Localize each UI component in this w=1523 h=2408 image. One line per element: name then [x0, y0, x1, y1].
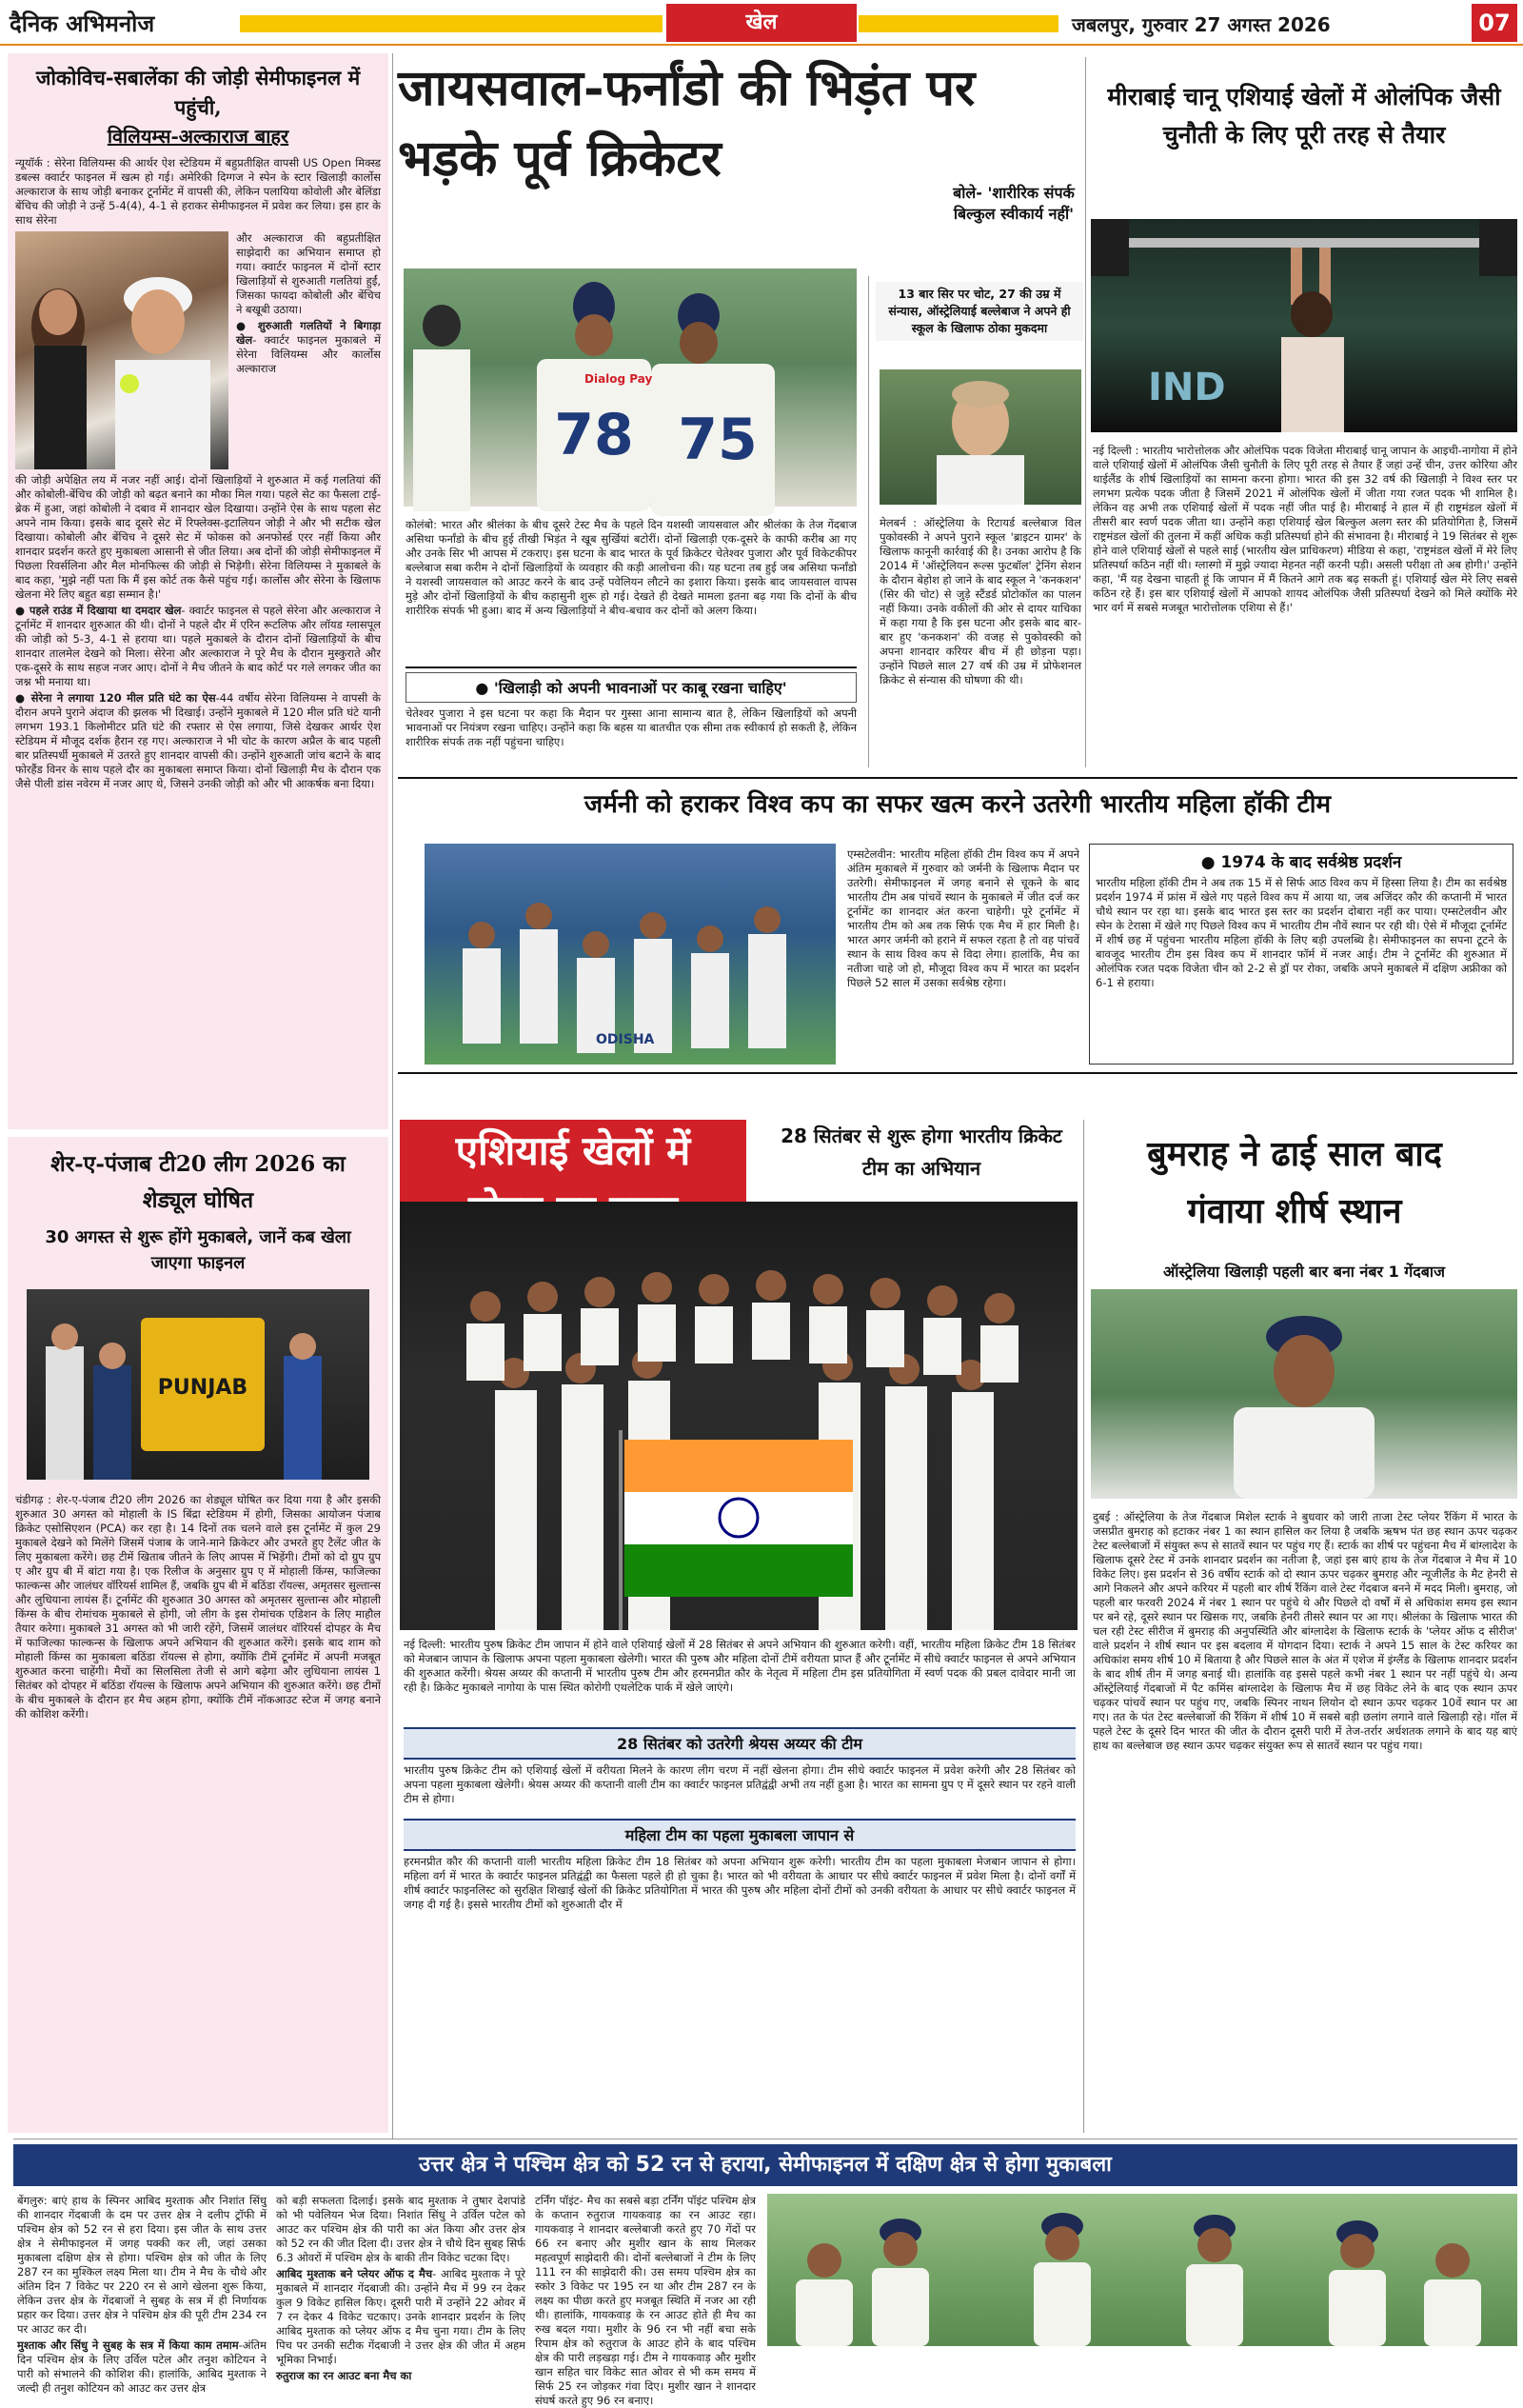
duleep-col2-bullet-text: - आबिद मुश्ताक ने पूरे मुकाबले में शानदार गेंदबाजी की। उन्होंने मैच में 99 रन देकर कुल 9 विकेट हासिल किए। दूसरी पारी में उन्होंने 22 ओवर में 7 रन देकर 4 विकेट चटकाए। उनके शानदार प्रदर्शन के लिए आबिद मुश्ताक को प्लेयर ऑफ द मैच चुना गया। टीम के लिए पिच पर उनकी सटीक गेंदबाजी ने उत्तर क्षेत्र की जीत में अहम भूमिका निभाई।	[276, 2267, 525, 2366]
asian-subhead: 28 सितंबर से शुरू होगा भारतीय क्रिकेट टीम का अभियान	[781, 1124, 1062, 1180]
jaiswal-body: कोलंबो: भारत और श्रीलंका के बीच दूसरे टेस्ट मैच के पहले दिन यशस्वी जायसवाल और श्रीलंका के तेज गेंदबाज असिथा फर्नांडो के बीच हुई तीखी भिड़ंत ने खूब सुर्खियां बटोरीं। दोनों खिलाड़ी एक-दूसरे के काफी करीब आ गए और उनके सिर भी आपस में टकराए। इस घटना के बाद भारत के पूर्व क्रिकेटर चेतेश्वर पुजारा और पूर्व विकेटकीपर बल्लेबाज सबा करीम ने दोनों खिलाड़ियों के व्यवहार की कड़ी आलोचना की। यह घटना तब हुई जब असिथा फर्नांडो ने यशस्वी जायसवाल को आउट करने के बाद उन्हें पवेलियन लौटने का इशारा किया। इसके बाद जायसवाल वापस मुड़े और दोनों खिलाड़ियों के बीच कहासुनी शुरू हो गई। देखते ही देखते मामला इतना बढ़ गया कि दोनों के बीच शारीरिक संपर्क भी हुआ। बाद में अन्य खिलाड़ियों ने बीच-बचाव कर दोनों को अलग किया।	[405, 518, 857, 617]
batsman-head-illustration	[880, 369, 1081, 505]
bowler-illustration	[1091, 1289, 1517, 1499]
pukovski-body: मेलबर्न : ऑस्ट्रेलिया के रिटायर्ड बल्लेबाज विल पुकोवस्की ने अपने पुराने स्कूल 'ब्राइटन ग्रामर' के खिलाफ कानूनी कार्रवाई की है। उनका आरोप है कि 2014 में 'ऑस्ट्रेलियन रूल्स फुटबॉल' ट्रेनिंग सेशन के दौरान बेहोश हो जाने के बाद स्कूल ने 'कनकशन' (सिर की चोट) से जुड़े स्टैंडर्ड प्रोटोकॉल का पालन नहीं किया। उनके वकीलों की ओर से दायर याचिका में कहा गया है कि इस घटना और इसके बाद बार-बार हुए 'कनकशन' की वजह से पुकोवस्की को अपना शानदार करियर बीच में ही छोड़ना पड़ा। उन्होंने पिछले साल 27 वर्ष की उम्र में प्रोफेशनल क्रिकेट से संन्यास की घोषणा की थी।	[880, 516, 1081, 687]
duleep-col2-text: को बड़ी सफलता दिलाई। इसके बाद मुश्ताक ने तुषार देशपांडे को भी पवेलियन भेज दिया। निशांत सिंधु ने उर्विल पटेल को आउट कर पश्चिम क्षेत्र की पारी का अंत किया और उत्तर क्षेत्र को 52 रन की जीत दिला दी। उत्तर क्षेत्र ने चौथे दिन सुबह सिर्फ 6.3 ओवरों में पश्चिम क्षेत्र के बाकी तीन विकेट चटका दिए।	[276, 2194, 525, 2264]
team-with-flag-illustration	[400, 1202, 1078, 1630]
duleep-col1-bullet: मुश्ताक और सिंधु ने सुबह के सत्र में किया काम तमाम	[17, 2338, 239, 2352]
hockey-headline: जर्मनी को हराकर विश्व कप का सफर खत्म करने उतरेगी भारतीय महिला हॉकी टीम	[583, 790, 1332, 819]
asian-box2-heading: महिला टीम का पहला मुकाबला जापान से	[404, 1819, 1076, 1851]
djokovic-bullet2: ● पहले राउंड में दिखाया था दमदार खेल	[15, 604, 182, 617]
column-divider-left	[392, 53, 393, 2139]
svg-text:75: 75	[678, 407, 758, 473]
duleep-headline-bar	[13, 2144, 1517, 2186]
mirabai-photo	[1091, 219, 1517, 432]
hockey-team-photo	[425, 844, 836, 1065]
masthead	[0, 0, 1523, 46]
djokovic-subhead: विलियम्स-अल्काराज बाहर	[107, 125, 289, 148]
djokovic-bullet3: ● सेरेना ने लगाया 120 मील प्रति घंटे का ऐस	[15, 691, 216, 705]
north-zone-team-photo	[767, 2194, 1517, 2346]
pukovski-headline: 13 बार सिर पर चोट, 27 की उम्र में संन्यास, ऑस्ट्रेलियाई बल्लेबाज ने अपने ही स्कूल के खिलाफ ठोका मुकदमा	[876, 282, 1083, 341]
djokovic-bullet2-text: - क्वार्टर फाइनल से पहले सेरेना और अल्काराज ने टूर्नामेंट में शानदार शुरुआत की थी। दोनों ने पहले दौर में एरिन रूटलिफ और लॉयड ग्लासपूल की जोड़ी को 5-3, 4-1 से हराया था। पहले मुकाबले के दौरान दोनों खिलाड़ियों के बीच शानदार तालमेल देखने को मिला। सेरेना और अल्काराज ने पूरे मैच के दौरान मुस्कुराते और एक-दूसरे के साथ सहज नजर आए। दोनों ने मैच जीतने के बाद कोर्ट पर गले लगकर जीत का जश्न भी मनाया था।	[15, 604, 381, 688]
column-divider-lower	[1083, 1120, 1084, 2133]
tennis-players-illustration	[15, 231, 228, 469]
dateline: जबलपुर, गुरुवार 27 अगस्त 2026	[1072, 13, 1331, 36]
asian-box2-text: हरमनप्रीत कौर की कप्तानी वाली भारतीय महिला क्रिकेट टीम 18 सितंबर को अपना अभियान शुरू करेगी। भारतीय टीम का पहला मुकाबला मेजबान जापान से होगा। महिला वर्ग में भारत के क्वार्टर फाइनल प्रतिद्वंद्वी का फैसला पहले ही हो चुका है। भारत को भी वरीयता के आधार पर सीधे क्वार्टर फाइनल में प्रवेश मिला है। दोनों वर्गों में शीर्ष क्वार्टर फाइनलिस्ट को सुरक्षित शिखाई खेलों की क्रिकेट प्रतियोगिता में भारत की पुरुष और महिला दोनों टीमों को उनकी वरीयता के आधार पर सीधे क्वार्टर फाइनल में जगह दी गई है। इससे भारतीय टीमों को शुरुआती दौर में	[404, 1855, 1076, 1911]
jaiswal-quote-box	[405, 667, 857, 758]
jaiswal-side-quote: बोले- 'शारीरिक संपर्क बिल्कुल स्वीकार्य नहीं'	[953, 184, 1075, 223]
svg-text:78: 78	[554, 402, 634, 468]
pukovski-photo	[880, 369, 1081, 505]
djokovic-bullet1: ● शुरुआती गलतियों ने बिगाड़ा खेल	[236, 319, 381, 347]
djokovic-article	[8, 53, 388, 1129]
asian-headline-line1: एशियाई खेलों में	[455, 1127, 691, 1174]
duleep-col2	[276, 2194, 525, 2383]
mirabai-body: नई दिल्ली : भारतीय भारोत्तोलक और ओलंपिक पदक विजेता मीराबाई चानू जापान के आइची-नागोया में होने वाले एशियाई खेलों में ओलंपिक जैसी चुनौती के लिए पूरी तरह से तैयार हैं जहां उन्हें चीन, उत्तर कोरिया और थाईलैंड के शीर्ष खिलाड़ियों का सामना करना होगा। भारत की इस 32 वर्ष की खिलाड़ी ने विश्व स्तर पर लगभग प्रत्येक पदक जीता है जिसमें 2021 में ओलंपिक खेलों में जीता गया रजत पदक भी शामिल है। लेकिन वह अभी तक एशियाई खेलों में पदक नहीं जीत पाई है। मीराबाई ने हाल में ही राष्ट्रमंडल खेलों में तीसरी बार स्वर्ण पदक जीता था। उन्होंने कहा एशियाई खेल बिल्कुल अलग स्तर की प्रतियोगिता है, जिसमें राष्ट्रमंडल खेलों की तुलना में कहीं अधिक कड़ी प्रतिस्पर्धा होने की संभावना है। मीराबाई ने 19 सितंबर से शुरू होने वाले एशियाई खेलों से पहले साई (भारतीय खेल प्राधिकरण) मीडिया से कहा, 'राष्ट्रमंडल खेलों में मेरे लिए प्रतिस्पर्धा कठिन नहीं थी। ग्लास्गो में मुझे ज्यादा मेहनत नहीं करनी पड़ी। असली परीक्षा तो अब होगी।' उन्होंने कहा, 'मैं यह देखना चाहती हूं कि जापान में मैं कितने आगे तक बढ़ सकती हूं। एशियाई खेल मेरे लिए सबसे कठिन रहे हैं। इस बार एशियाई खेलों में आपको शायद ओलंपिक जैसी प्रतिस्पर्धा देखने को मिले क्योंकि मेरे भार वर्ग में सबसे मजबूत भारोत्तोलक एशिया से हैं।'	[1093, 444, 1517, 614]
jaiswal-box-heading: ● 'खिलाड़ी को अपनी भावनाओं पर काबू रखना चाहिए'	[405, 672, 857, 703]
column-divider-right	[1085, 57, 1086, 767]
punjab-article	[8, 1137, 388, 2133]
duleep-col3-text: टर्निंग पॉइंट- मैच का सबसे बड़ा टर्निंग पॉइंट पश्चिम क्षेत्र के कप्तान रुतुराज गायकवाड़ का रन आउट रहा। गायकवाड़ ने शानदार बल्लेबाजी करते हुए 70 गेंदों पर 66 रन बनाए और मुशीर खान के साथ मिलकर महत्वपूर्ण साझेदारी की। दोनों बल्लेबाजों ने टीम के लिए 111 रन की साझेदारी की। उस समय पश्चिम क्षेत्र का स्कोर 3 विकेट पर 195 रन था और टीम 287 रन के लक्ष्य का पीछा करते हुए मजबूत स्थिति में नजर आ रही थी। हालांकि, गायकवाड़ के रन आउट होते ही मैच का रुख बदल गया। मुशीर के 96 रन भी नहीं बचा सके रिपाम क्षेत्र को रुतुराज के आउट होने के बाद पश्चिम क्षेत्र की पारी लड़खड़ा गई। टीम ने गायकवाड़ और मुशीर खान सहित चार विकेट सात ओवर से भी कम समय में सिर्फ 25 रन जोड़कर गंवा दिए। मुशीर खान ने शानदार संघर्ष करते हुए 96 रन बनाए।	[535, 2194, 756, 2407]
duleep-col2-bullet: आबिद मुश्ताक बने प्लेयर ऑफ द मैच	[276, 2267, 433, 2280]
hockey-sub-text: भारतीय महिला हॉकी टीम ने अब तक 15 में से सिर्फ आठ विश्व कप में हिस्सा लिया है। टीम का सर्वश्रेष्ठ प्रदर्शन 1974 में फ्रांस में खेले गए पहले विश्व कप में आया था, जब अजिंदर कौर की कप्तानी में भारत चौथे स्थान पर रहा था। इसके बाद भारत इस स्तर का प्रदर्शन दोबारा नहीं कर पाया। एम्सटेलवीन और स्पेन के टेरासा में खेले गए पिछले विश्व कप में भारतीय टीम नौवें स्थान पर रही थी। ऐसे में मौजूदा टूर्नामेंट में शीर्ष छह में पहुंचना भारतीय महिला हॉकी के लिए बड़ी उपलब्धि है। सेमीफाइनल का सपना टूटने के बावजूद भारतीय टीम इस विश्व कप में शानदार फॉर्म में नजर आई। टीम ने टूर्नामेंट की शुरुआत में ओलंपिक रजत पदक विजेता चीन को 2-2 से ड्रॉ पर रोका, जबकि अपने मुकाबले में दक्षिण अफ्रीका को 6-1 से हराया।	[1096, 876, 1507, 989]
hockey-sub-box	[1089, 844, 1513, 1065]
mirabai-headline: मीराबाई चानू एशियाई खेलों में ओलंपिक जैसी चुनौती के लिए पूरी तरह से तैयार	[1107, 83, 1501, 149]
djokovic-bullet3-text: -44 वर्षीय सेरेना विलियम्स ने वापसी के दौरान अपने पुराने अंदाज की झलक भी दिखाई। उन्होंने मुकाबले में 120 मील प्रति घंटे यानी लगभग 193.1 किलोमीटर प्रति घंटे की रफ्तार से ऐस लगाया, जिसे देखकर आर्थर ऐश स्टेडियम में मौजूद दर्शक हैरान रह गए। अल्काराज ने भी चोट के कारण अप्रैल के बाद पहली बार प्रतिस्पर्धी मुकाबले में उतरते हुए शानदार वापसी की। उन्होंने शुरुआती जांच बटाने के बाद फोरहैंड विनर के साथ पहले दौर का मुकाबला समाप्त किया। दोनों खिलाड़ी मैच के दौरान एक जैसे पीली डांस नवेरम में नजर आए थे, जिसने उनकी जोड़ी को और भी आकर्षक बना दिया।	[15, 691, 381, 790]
players-clash-illustration	[404, 269, 857, 507]
column-divider-mid	[868, 276, 869, 767]
serena-photo	[15, 231, 228, 469]
jaiswal-headline: जायसवाल-फर्नांडो की भिड़ंत पर भड़के पूर्व क्रिकेटर	[398, 59, 976, 188]
djokovic-body: की जोड़ी अपेक्षित लय में नजर नहीं आई। दोनों खिलाड़ियों ने शुरुआत में कई गलतियां कीं और कोबोली-बेंचिच की जोड़ी को बढ़त बनाने का मौका मिल गया। पहले सेट का फैसला टाई-ब्रेक में हुआ, जहां कोबोली ने दबाव में शानदार खेल दिखाया। उन्होंने ऐस के साथ पहला सेट अपने नाम किया। इसके बाद दूसरे सेट में रिफ्लेक्स-इटालियन जोड़ी ने और भी सटीक खेल दिखाया। कोबोली और बेंचिच ने दूसरे सेट में फोकस को अनफोर्स्ड एरर नहीं किया और शानदार प्रदर्शन करते हुए मुकाबला आसानी से जीत लिया। अब दोनों की जोड़ी सेमीफाइनल में पिछला रिवर्सलिना और मैल मोनफिल्स की जोड़ी से भिड़ेगी। सेरेना विलियम्स ने मुकाबले के बाद कहा, 'मुझे नहीं पता कि मैं इस कोर्ट तक कैसे पहुंच गई। कार्लोस और सेरेना के खिलाफ खेलना मेरे लिए बहुत बड़ा सम्मान है।'	[15, 473, 381, 601]
duleep-col1-bullet-text: -अंतिम दिन पश्चिम क्षेत्र के लिए उर्विल पटेल और तनुश कोटियन ने पारी को संभालने की कोशिश की। हालांकि, आबिद मुश्ताक ने जल्दी ही तनुश कोटियन को आउट कर उत्तर क्षेत्र	[17, 2338, 267, 2395]
cricket-team-trophy-photo	[400, 1202, 1078, 1630]
svg-text:ODISHA: ODISHA	[596, 1032, 655, 1047]
page-number: 07	[1472, 4, 1517, 42]
djokovic-side-text: और अल्काराज की बहुप्रतीक्षित साझेदारी का अभियान समाप्त हो गया। क्वार्टर फाइनल में दोनों स्टार खिलाड़ियों से शुरुआती गलतियां हुईं, जिसका फायदा कोबोली और बेंचिच ने बखूबी उठाया।	[236, 231, 381, 316]
asian-box1	[404, 1727, 1076, 1811]
duleep-headline: उत्तर क्षेत्र ने पश्चिम क्षेत्र को 52 रन से हराया, सेमीफाइनल में दक्षिण क्षेत्र से होगा मुकाबला	[419, 2153, 1112, 2177]
svg-text:Dialog Pay: Dialog Pay	[584, 372, 653, 386]
djokovic-bullet1-text: - क्वार्टर फाइनल मुकाबले में सेरेना विलियम्स और कार्लोस अल्काराज	[236, 333, 381, 375]
duleep-col3	[535, 2194, 756, 2408]
asian-body: नई दिल्ली: भारतीय पुरुष क्रिकेट टीम जापान में होने वाले एशियाई खेलों में 28 सितंबर से अपने अभियान की शुरुआत करेगी। वहीं, भारतीय महिला क्रिकेट टीम 18 सितंबर को मेजबान जापान के खिलाफ अपना पहला मुकाबला खेलेगी। भारत की पुरुष और महिला दोनों टीमें वरीयता प्राप्त हैं और टूर्नामेंट में सीधे क्वार्टर फाइनल से अपने अभियान की शुरुआत करेंगी। श्रेयस अय्यर की कप्तानी में भारतीय पुरुष टीम और हरमनप्रीत कौर के नेतृत्व में महिला टीम इस प्रतियोगिता में स्वर्ण पदक की प्रबल दावेदार मानी जा रही है। क्रिकेट मुकाबले नागोया के पास स्थित कोरोगी एथलेटिक पार्क में खेले जाएंगे।	[404, 1638, 1076, 1694]
masthead-logo: दैनिक अभिमनोज	[10, 10, 155, 37]
jaiswal-fernando-photo	[404, 269, 857, 507]
svg-text:IND: IND	[1148, 366, 1226, 409]
bumrah-body: दुबई : ऑस्ट्रेलिया के तेज गेंदबाज मिशेल स्टार्क ने बुधवार को जारी ताजा टेस्ट प्लेयर रैंकिंग में भारत के जसप्रीत बुमराह को हटाकर नंबर 1 का स्थान हासिल कर लिया है जबकि ऋषभ पंत छह स्थान ऊपर चढ़कर टेस्ट बल्लेबाजों में संयुक्त रूप से सातवें स्थान पर पहुंच गए हैं। स्टार्क का शीर्ष पर पहुंचना मैच में बांग्लादेश के खिलाफ दूसरे टेस्ट में उनके शानदार प्रदर्शन का नतीजा है, जहां इस बाएं हाथ के तेज गेंदबाज ने मैच में 10 विकेट लिए। इस प्रदर्शन से 36 वर्षीय स्टार्क को दो स्थान ऊपर चढ़कर बुमराह और न्यूजीलैंड के मैट हेनरी से आगे निकलने और अपने करियर में पहली बार शीर्ष रैंकिंग वाले टेस्ट गेंदबाज बनने में मदद मिली। बुमराह, जो पहली बार फरवरी 2024 में नंबर 1 स्थान पर पहुंचे थे और पिछले दो वर्षों में से अधिकांश समय इस स्थान पर बने रहे, दूसरे स्थान पर खिसक गए, जबकि हेनरी तीसरे स्थान पर आ गए। श्रीलंका के खिलाफ भारत की चल रही टेस्ट सीरीज में बुमराह की अनुपस्थिति और बांग्लादेश के खिलाफ स्टार्क के 'प्लेयर ऑफ द सीरीज' वाले प्रदर्शन ने शीर्ष स्थान पर इस बदलाव में योगदान दिया। स्टार्क ने अपने 15 साल के टेस्ट करियर का अधिकांश समय शीर्ष 10 में बिताया है और पिछले साल के अंत में एशेज में इंग्लैंड के खिलाफ शानदार प्रदर्शन के बाद शीर्ष तीन में जगह बनाई थी। हालांकि वह इससे पहले कभी नंबर 1 स्थान पर नहीं पहुंचे थे। अन्य ऑस्ट्रेलियाई गेंदबाजों में पैट कमिंस बांग्लादेश के खिलाफ मैच में छह विकेट लेने के बाद एक स्थान ऊपर चढ़कर पांचवें स्थान पर पहुंच गए, जबकि स्पिनर नाथन लियोन दो स्थान ऊपर चढ़कर 10वें स्थान पर आ गए। तत के पंत टेस्ट बल्लेबाजों की रैंकिंग में शीर्ष 10 में सबसे बड़ी छलांग लगाने वाले खिलाड़ी रहे। गॉल में पहले टेस्ट के दूसरे दिन भारत की जीत के दौरान दूसरी पारी में तेज-तर्रार अर्धशतक लगाने के बाद यह बाएं हाथ का बल्लेबाज छह स्थान ऊपर चढ़कर संयुक्त रूप से सातवें स्थान पर पहुंच गया।	[1093, 1510, 1517, 1752]
jaiswal-box-text: चेतेश्वर पुजारा ने इस घटना पर कहा कि मैदान पर गुस्सा आना सामान्य बात है, लेकिन खिलाड़ियों को अपनी भावनाओं पर नियंत्रण रखना चाहिए। उन्होंने कहा कि बहस या बातचीत एक सीमा तक स्वीकार्य हो सकती है, लेकिन शारीरिक संपर्क तक नहीं पहुंचना चाहिए।	[405, 706, 857, 748]
asian-box2	[404, 1819, 1076, 1914]
weightlifter-illustration	[1091, 219, 1517, 432]
asian-box1-heading: 28 सितंबर को उतरेगी श्रेयस अय्यर की टीम	[404, 1727, 1076, 1760]
hockey-body: एम्सटेलवीन: भारतीय महिला हॉकी टीम विश्व कप में अपने अंतिम मुकाबले में गुरुवार को जर्मनी के खिलाफ मैदान पर उतरेगी। सेमीफाइनल में जगह बनाने से चूकने के बाद भारतीय टीम अब पांचवें स्थान के मुकाबले में जीत दर्ज कर टूर्नामेंट का शानदार अंत करना चाहेगी। पूरे टूर्नामेंट में भारतीय टीम को अब तक सिर्फ एक मैच में हार मिली है। भारत अगर जर्मनी को हराने में सफल रहता है तो वह पांचवें स्थान के साथ विश्व कप से विदा लेगा। हालांकि, मैच का नतीजा चाहे जो हो, मौजूदा विश्व कप में भारत का प्रदर्शन पिछले 52 साल में उसका सर्वश्रेष्ठ रहेगा।	[847, 847, 1079, 989]
punjab-headline: शेर-ए-पंजाब टी20 लीग 2026 का शेड्यूल घोषित	[50, 1151, 346, 1213]
masthead-left-bar	[240, 15, 663, 32]
masthead-right-bar	[859, 15, 1058, 32]
fielders-celebrating-illustration	[767, 2194, 1517, 2346]
punjab-event-illustration	[27, 1289, 369, 1480]
asian-box1-text: भारतीय पुरुष क्रिकेट टीम को एशियाई खेलों में वरीयता मिलने के कारण लीग चरण में नहीं खेलना होगा। टीम सीधे क्वार्टर फाइनल में प्रवेश करेगी और 28 सितंबर को अपना पहला मुकाबला खेलेगी। श्रेयस अय्यर की कप्तानी वाली टीम का क्वार्टर फाइनल प्रतिद्वंद्वी अभी तय नहीं हुआ है। भारत का सामना ग्रुप ए में दूसरे स्थान पर रहने वाली टीम से होगा।	[404, 1763, 1076, 1805]
bumrah-subhead: ऑस्ट्रेलिया खिलाड़ी पहली बार बना नंबर 1 गेंदबाज	[1163, 1263, 1445, 1281]
djokovic-headline: जोकोविच-सबालेंका की जोड़ी सेमीफाइनल में पहुंची,	[35, 66, 361, 119]
duleep-col1-text: बेंगलुरु: बाएं हाथ के स्पिनर आबिद मुश्ताक और निशांत सिंधु की शानदार गेंदबाजी के दम पर उत्तर क्षेत्र ने दलीप ट्रॉफी में पश्चिम क्षेत्र को 52 रन से हरा दिया। इस जीत के साथ उत्तर क्षेत्र ने सेमीफाइनल में जगह पक्की कर ली, जहां उसका मुकाबला दक्षिण क्षेत्र से होगा। पश्चिम क्षेत्र को जीत के लिए 287 रन का मुश्किल लक्ष्य मिला था। टीम ने मैच के चौथे और अंतिम दिन 7 विकेट पर 220 रन से आगे खेलना शुरू किया, लेकिन उत्तर क्षेत्र के गेंदबाजों ने सुबह के सत्र में ही निर्णायक प्रहार कर दिया। उत्तर क्षेत्र ने पश्चिम क्षेत्र की पूरी टीम 234 रन पर आउट कर दी।	[17, 2194, 267, 2336]
duleep-col2-end: रुतुराज का रन आउट बना मैच का	[276, 2369, 412, 2382]
punjab-launch-photo	[27, 1289, 369, 1480]
section-tag: खेल	[666, 4, 857, 42]
bumrah-photo	[1091, 1289, 1517, 1499]
svg-text:PUNJAB: PUNJAB	[157, 1376, 248, 1400]
hockey-players-illustration	[425, 844, 836, 1065]
punjab-subhead: 30 अगस्त से शुरू होंगे मुकाबले, जानें कब खेला जाएगा फाइनल	[45, 1227, 351, 1273]
hockey-sub-heading: ● 1974 के बाद सर्वश्रेष्ठ प्रदर्शन	[1200, 853, 1402, 872]
punjab-body: चंडीगढ़ : शेर-ए-पंजाब टी20 लीग 2026 का शेड्यूल घोषित कर दिया गया है और इसकी शुरुआत 30 अगस्त को मोहाली के IS बिंद्रा स्टेडियम में होगी, जिसका आयोजन पंजाब क्रिकेट एसोसिएशन (PCA) कर रहा है। 14 दिनों तक चलने वाले इस टूर्नामेंट में कुल 29 मुकाबले देखने को मिलेंगे जिसमें पंजाब के जाने-माने क्रिकेटर और उभरते हुए टैलेंट जीत के लिए मुकाबला करेंगे। छह टीमें खिताब जीतने के लिए आपस में भिड़ेंगी। टीमों को दो ग्रुप ग्रुप ए और ग्रुप बी में बांटा गया है। एक रिलीज के अनुसार ग्रुप ए में मोहाली किंग्स, फाजिल्का फाल्कन्स और जालंधर वॉरियर्स शामिल हैं, जबकि ग्रुप बी में बठिंडा रॉयल्स, अमृतसर सुल्तान्स और लुधियाना लायंस हैं। टूर्नामेंट की शुरुआत 30 अगस्त को अमृतसर सुल्तान्स और मोहाली किंग्स के बीच रोमांचक मुकाबले से होगी, जो लीग के इस रोमांचक एडिशन के लिए माहौल तैयार करेगा। मुकाबले 31 अगस्त को भी जारी रहेंगे, जिसमें जालंधर वॉरियर्स दोपहर के मैच में फाजिल्का फाल्कन्स के खिलाफ अपने अभियान की शुरुआत करेंगे। इसके बाद शाम को मोहाली किंग्स का मुकाबला बठिंडा रॉयल्स से होगा, क्योंकि टीमें टूर्नामेंट में अपनी मजबूत शुरुआत करना चाहेंगी। मैचों का सिलसिला तेजी से आगे बढ़ेगा और लुधियाना लायंस 1 सितंबर को दोपहर में बठिंडा रॉयल्स के खिलाफ अपने अभियान की शुरुआत करेंगे। छह टीमों के बीच मुकाबले के दौरान हर मैच अहम होगा, क्योंकि टीमें नॉकआउट स्टेज में जगह बनाने की कोशिश करेंगी।	[15, 1493, 381, 1721]
duleep-col1	[17, 2194, 267, 2396]
bumrah-headline: बुमराह ने ढाई साल बाद गंवाया शीर्ष स्थान	[1147, 1134, 1442, 1231]
djokovic-lead: न्यूयॉर्क : सेरेना विलियम्स की आर्थर ऐश स्टेडियम में बहुप्रतीक्षित वापसी US Open मिक्स्ड डबल्स क्वार्टर फाइनल में खत्म हो गई। अमेरिकी दिग्गज ने स्पेन के स्टार खिलाड़ी कार्लोस अल्काराज के साथ जोड़ी बनाकर टूर्नामेंट में वापसी की, लेकिन पलायिया कोवोली और बेलिंडा बेंचिच की जोड़ी ने उन्हें 5-4(4), 4-1 से हराकर सेमीफाइनल में प्रवेश कर लिया। इस हार के साथ सेरेना	[15, 156, 381, 227]
